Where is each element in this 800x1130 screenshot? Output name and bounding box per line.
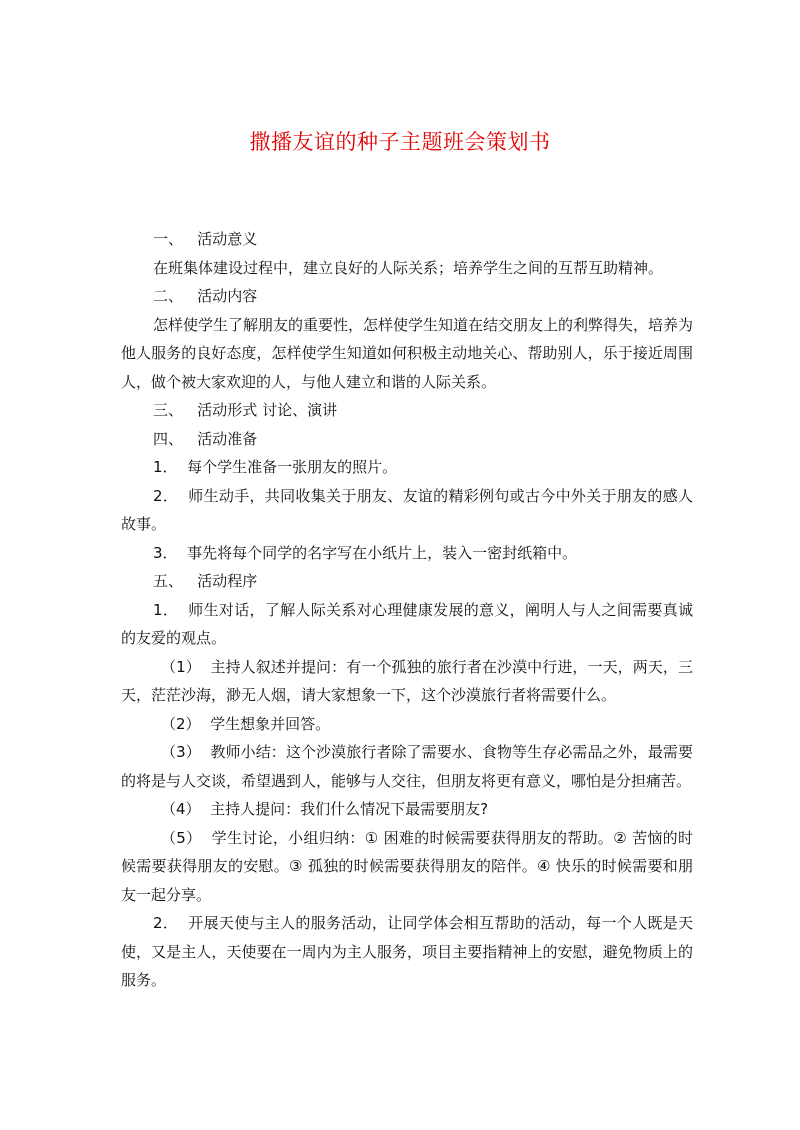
procedure-item-1: 1． 师生对话，了解人际关系对心理健康发展的意义，阐明人与人之间需要真诚的友爱的观点。 bbox=[121, 600, 693, 647]
paragraph-content: 怎样使学生了解朋友的重要性，怎样使学生知道在结交朋友上的利弊得失，培养为他人服务的良好态度，怎样使学生知道如何积极主动地关心、帮助别人，乐于接近周围人，做个被大家欢迎的人，与他人建立和谐的人际关系。 bbox=[121, 315, 694, 391]
section-heading-procedure: 五、 活动程序 bbox=[153, 572, 258, 590]
prep-item-2: 2． 师生动手，共同收集关于朋友、友谊的精彩例句或古今中外关于朋友的感人故事。 bbox=[121, 486, 693, 533]
section-heading-content: 二、 活动内容 bbox=[153, 287, 258, 305]
procedure-step-3: （3） 教师小结：这个沙漠旅行者除了需要水、食物等生存必需品之外，最需要的将是与人交谈，希望遇到人，能够与人交往，但朋友将更有意义，哪怕是分担痛苦。 bbox=[121, 743, 693, 790]
procedure-step-5: （5） 学生讨论，小组归纳：① 困难的时候需要获得朋友的帮助。② 苦恼的时候需要获得朋友的安慰。③ 孤独的时候需要获得朋友的陪伴。④ 快乐的时候需要和朋友一起分享。 bbox=[121, 828, 693, 904]
document-body bbox=[121, 225, 693, 995]
paragraph-purpose: 在班集体建设过程中，建立良好的人际关系；培养学生之间的互帮互助精神。 bbox=[153, 258, 664, 277]
section-heading-purpose: 一、 活动意义 bbox=[153, 230, 258, 248]
procedure-item-2: 2． 开展天使与主人的服务活动，让同学体会相互帮助的活动，每一个人既是天使，又是主人，天使要在一周内为主人服务，项目主要指精神上的安慰，避免物质上的服务。 bbox=[121, 914, 693, 989]
procedure-step-2: （2） 学生想象并回答。 bbox=[161, 714, 331, 733]
section-heading-preparation: 四、 活动准备 bbox=[153, 429, 258, 448]
prep-item-3: 3． 事先将每个同学的名字写在小纸片上，装入一密封纸箱中。 bbox=[153, 543, 578, 562]
procedure-step-4: （4） 主持人提问：我们什么情况下最需要朋友? bbox=[161, 800, 489, 818]
document-title: 撒播友谊的种子主题班会策划书 bbox=[249, 130, 551, 154]
section-heading-format: 三、 活动形式 讨论、演讲 bbox=[153, 401, 338, 419]
prep-item-1: 1． 每个学生准备一张朋友的照片。 bbox=[153, 458, 398, 476]
procedure-step-1: （1） 主持人叙述并提问：有一个孤独的旅行者在沙漠中行进，一天，两天，三天，茫茫沙海，渺无人烟，请大家想象一下，这个沙漠旅行者将需要什么。 bbox=[121, 657, 693, 704]
